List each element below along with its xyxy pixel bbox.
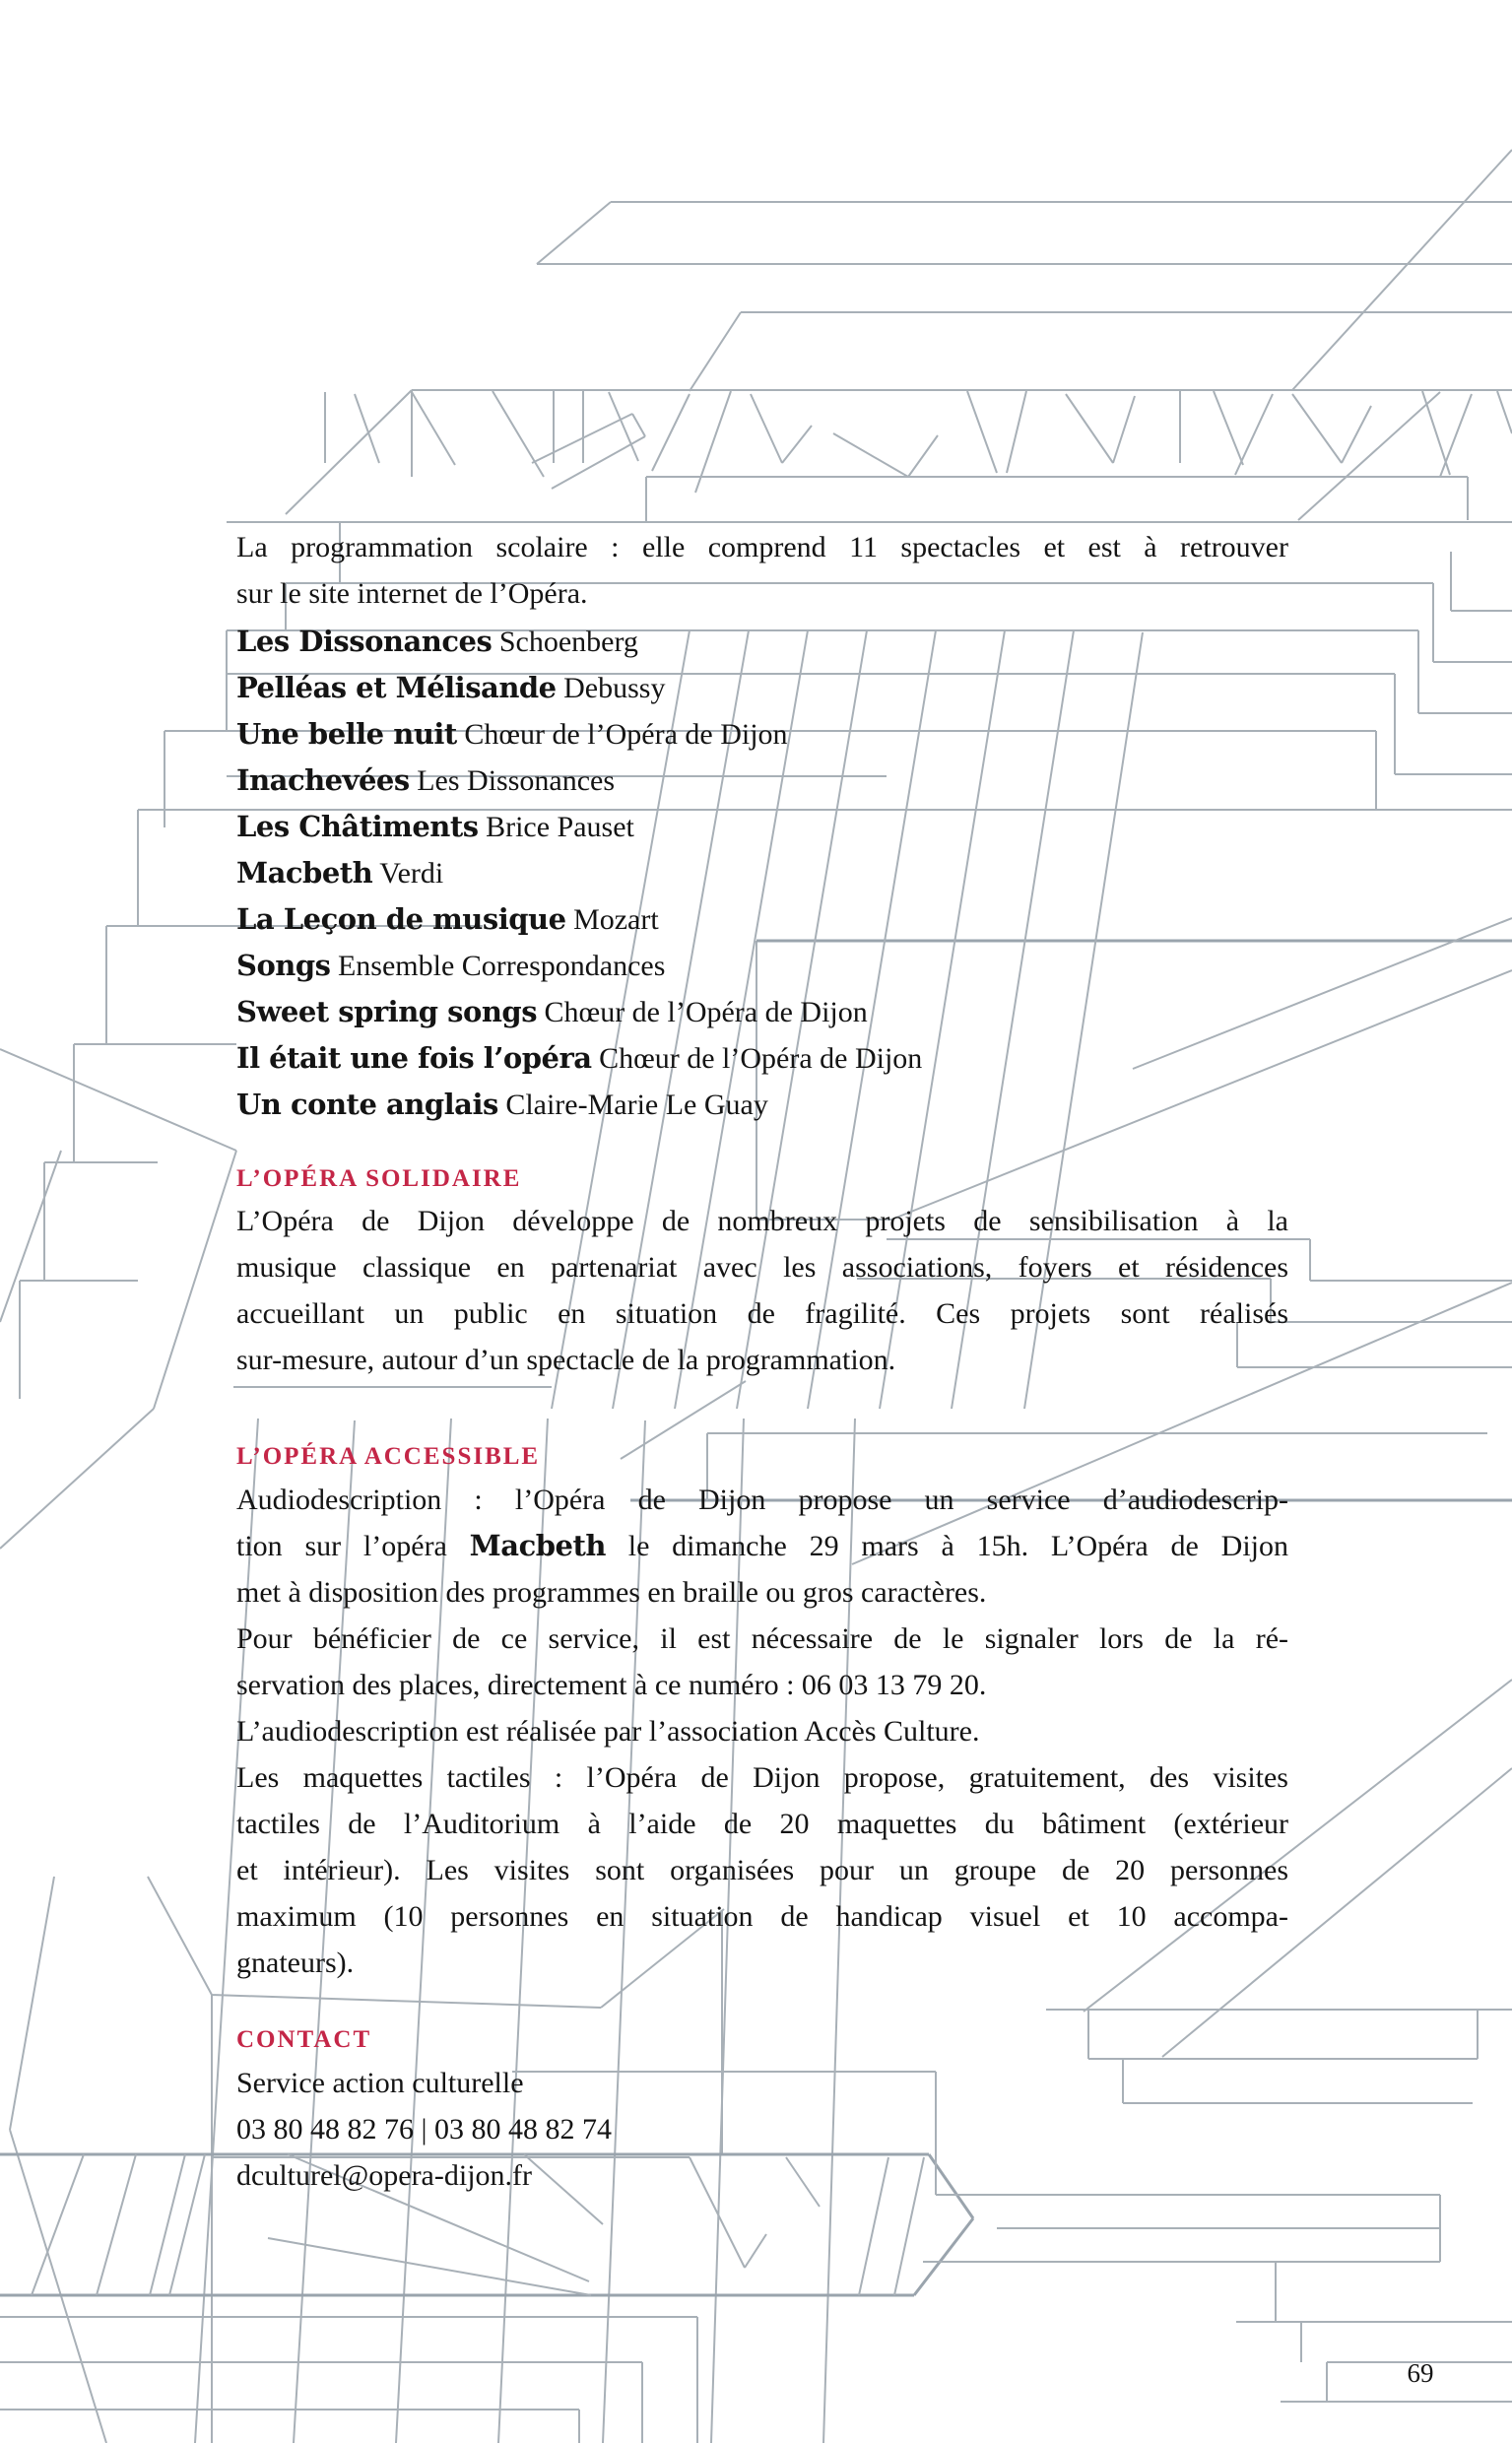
spectacle-detail: Claire-Marie Le Guay [497,1089,768,1121]
text-line [236,2060,1288,2106]
text-line [236,1847,1288,1893]
spectacle-title: Un conte anglais [236,1088,498,1121]
spectacle-title: Songs [236,949,331,982]
text: L’audiodescription est réalisée par l’association Accès Culture. [236,1715,980,1748]
spectacle-item [236,896,1288,943]
text-line [236,1337,1288,1383]
text: servation des places, directement à ce numéro : 06 03 13 79 20. [236,1669,987,1701]
text-line [236,1801,1288,1847]
spectacle-item [236,943,1288,989]
spectacle-detail: Schoenberg [492,626,638,658]
spectacle-item [236,758,1288,804]
text: maximum (10 personnes en situation de handicap visuel et 10 accompa- [236,1900,1288,1933]
section-heading-contact: CONTACT [236,2026,372,2053]
spectacle-title: Macbeth [236,856,373,890]
spectacle-detail: Les Dissonances [409,764,616,797]
text-line [236,2106,1288,2152]
spectacle-title: La Leçon de musique [236,902,566,936]
text: Audiodescription : l’Opéra de Dijon propose un service d’audiodescrip- [236,1484,1288,1516]
bold-text: Macbeth [469,1529,606,1562]
text: tactiles de l’Auditorium à l’aide de 20 maquettes du bâtiment (extérieur [236,1808,1288,1840]
spectacle-item [236,989,1288,1035]
text: L’Opéra de Dijon développe de nombreux projets de sensibilisation à la [236,1205,1288,1237]
accessible-paragraph [236,1477,1288,1986]
text: 03 80 48 82 76 | 03 80 48 82 74 [236,2113,613,2146]
text-line [236,1290,1288,1337]
text-line [236,1708,1288,1754]
spectacle-item [236,850,1288,896]
text-line [236,570,1288,617]
spectacle-title: Les Châtiments [236,810,479,843]
text-line [236,2152,1288,2199]
text: sur-mesure, autour d’un spectacle de la programmation. [236,1344,896,1376]
spectacle-detail: Chœur de l’Opéra de Dijon [591,1042,923,1075]
text: dculturel@opera-dijon.fr [236,2159,533,2192]
text-line [236,1523,1288,1569]
spectacle-item [236,665,1288,711]
spectacle-title: Pelléas et Mélisande [236,671,557,704]
spectacle-item [236,1035,1288,1082]
spectacle-item [236,804,1288,850]
text: Les maquettes tactiles : l’Opéra de Dijon propose, gratuitement, des visites [236,1761,1288,1794]
text-line [236,1198,1288,1244]
spectacle-detail: Chœur de l’Opéra de Dijon [456,718,788,751]
spectacle-title: Il était une fois l’opéra [236,1041,592,1075]
text: le dimanche 29 mars à 15h. L’Opéra de Dijon [605,1530,1288,1562]
text-line [236,1754,1288,1801]
spectacle-title: Inachevées [236,763,410,797]
text: et intérieur). Les visites sont organisées pour un groupe de 20 personnes [236,1854,1288,1886]
text-line [236,1569,1288,1616]
spectacle-title: Les Dissonances [236,625,493,658]
text-line [236,524,1288,570]
text: sur le site internet de l’Opéra. [236,577,588,610]
text: tion sur l’opéra [236,1530,470,1562]
spectacle-detail: Chœur de l’Opéra de Dijon [537,996,868,1028]
text-line [236,1662,1288,1708]
text-line [236,1940,1288,1986]
spectacle-title: Sweet spring songs [236,995,538,1028]
section-heading-solidaire: L’OPÉRA SOLIDAIRE [236,1165,522,1192]
text: gnateurs). [236,1947,355,1979]
text: accueillant un public en situation de fragilité. Ces projets sont réalisés [236,1297,1288,1330]
spectacles-list [236,619,1288,1128]
text-line [236,1477,1288,1523]
text-line [236,1244,1288,1290]
spectacle-detail: Debussy [556,672,666,704]
text-line [236,1893,1288,1940]
spectacle-item [236,711,1288,758]
text: met à disposition des programmes en braille ou gros caractères. [236,1576,987,1609]
contact-details [236,2060,1288,2199]
section-heading-accessible: L’OPÉRA ACCESSIBLE [236,1443,541,1470]
spectacle-detail: Ensemble Correspondances [330,950,666,982]
spectacle-detail: Brice Pauset [478,811,634,843]
spectacle-title: Une belle nuit [236,717,457,751]
text: musique classique en partenariat avec les associations, foyers et résidences [236,1251,1288,1284]
page-number: 69 [1407,2358,1434,2388]
text: Service action culturelle [236,2067,524,2099]
intro-paragraph [236,524,1288,617]
solidaire-paragraph [236,1198,1288,1383]
text-line [236,1616,1288,1662]
spectacle-detail: Verdi [372,857,444,890]
spectacle-detail: Mozart [565,903,659,936]
text: La programmation scolaire : elle comprend 11 spectacles et est à retrouver [236,531,1288,563]
spectacle-item [236,1082,1288,1128]
text: Pour bénéficier de ce service, il est nécessaire de le signaler lors de la ré- [236,1622,1288,1655]
spectacle-item [236,619,1288,665]
